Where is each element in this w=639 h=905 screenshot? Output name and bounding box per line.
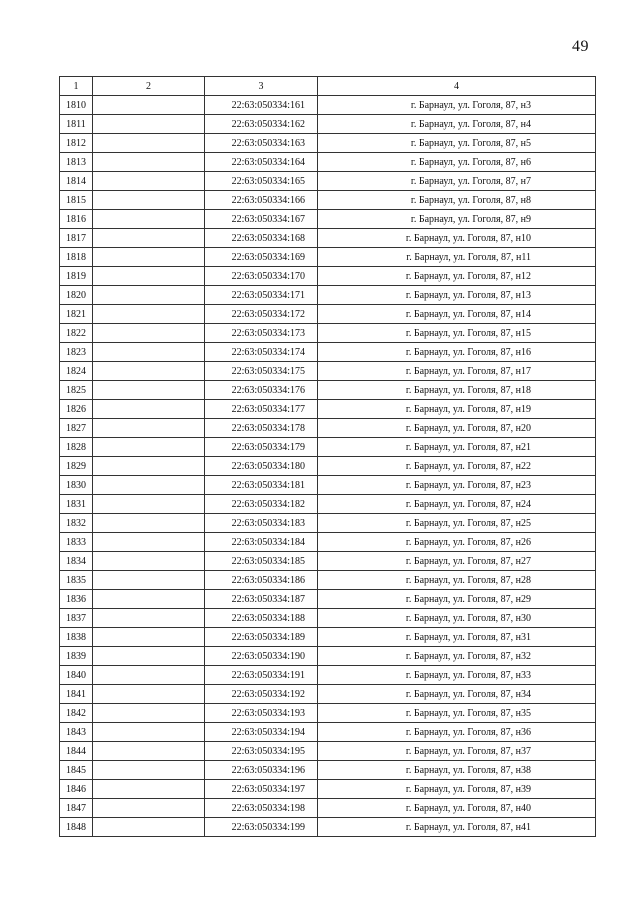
cadastral-number-cell: 22:63:050334:161 [205, 96, 318, 115]
column-2-cell [93, 647, 205, 666]
cadastral-number-cell: 22:63:050334:166 [205, 191, 318, 210]
cadastral-number-cell: 22:63:050334:176 [205, 381, 318, 400]
column-2-cell [93, 267, 205, 286]
row-number-cell: 1829 [60, 457, 93, 476]
header-col-3: 3 [205, 77, 318, 96]
table-row [60, 742, 596, 761]
row-number-cell: 1831 [60, 495, 93, 514]
table-row [60, 761, 596, 780]
table-row [60, 381, 596, 400]
cadastral-number-cell: 22:63:050334:184 [205, 533, 318, 552]
address-cell: г. Барнаул, ул. Гоголя, 87, н15 [318, 324, 596, 343]
table-row [60, 628, 596, 647]
table-row [60, 115, 596, 134]
table-row [60, 286, 596, 305]
cadastral-number-cell: 22:63:050334:192 [205, 685, 318, 704]
row-number-cell: 1821 [60, 305, 93, 324]
table-header [60, 77, 596, 96]
cadastral-number-cell: 22:63:050334:164 [205, 153, 318, 172]
column-2-cell [93, 305, 205, 324]
address-cell: г. Барнаул, ул. Гоголя, 87, н29 [318, 590, 596, 609]
address-cell: г. Барнаул, ул. Гоголя, 87, н7 [318, 172, 596, 191]
row-number-cell: 1826 [60, 400, 93, 419]
column-2-cell [93, 685, 205, 704]
table-row [60, 362, 596, 381]
row-number-cell: 1811 [60, 115, 93, 134]
row-number-cell: 1823 [60, 343, 93, 362]
row-number-cell: 1828 [60, 438, 93, 457]
table-row [60, 134, 596, 153]
registry-table [59, 76, 596, 837]
table-row [60, 590, 596, 609]
table-body [60, 96, 596, 837]
cadastral-number-cell: 22:63:050334:181 [205, 476, 318, 495]
cadastral-number-cell: 22:63:050334:162 [205, 115, 318, 134]
column-2-cell [93, 628, 205, 647]
cadastral-number-cell: 22:63:050334:188 [205, 609, 318, 628]
column-2-cell [93, 723, 205, 742]
column-2-cell [93, 552, 205, 571]
address-cell: г. Барнаул, ул. Гоголя, 87, н40 [318, 799, 596, 818]
address-cell: г. Барнаул, ул. Гоголя, 87, н21 [318, 438, 596, 457]
row-number-cell: 1820 [60, 286, 93, 305]
cadastral-number-cell: 22:63:050334:186 [205, 571, 318, 590]
column-2-cell [93, 780, 205, 799]
cadastral-number-cell: 22:63:050334:189 [205, 628, 318, 647]
column-2-cell [93, 533, 205, 552]
row-number-cell: 1837 [60, 609, 93, 628]
header-row [60, 77, 596, 96]
column-2-cell [93, 590, 205, 609]
row-number-cell: 1822 [60, 324, 93, 343]
address-cell: г. Барнаул, ул. Гоголя, 87, н38 [318, 761, 596, 780]
column-2-cell [93, 248, 205, 267]
table-row [60, 780, 596, 799]
address-cell: г. Барнаул, ул. Гоголя, 87, н36 [318, 723, 596, 742]
address-cell: г. Барнаул, ул. Гоголя, 87, н24 [318, 495, 596, 514]
row-number-cell: 1843 [60, 723, 93, 742]
cadastral-number-cell: 22:63:050334:187 [205, 590, 318, 609]
cadastral-number-cell: 22:63:050334:172 [205, 305, 318, 324]
cadastral-number-cell: 22:63:050334:180 [205, 457, 318, 476]
cadastral-number-cell: 22:63:050334:163 [205, 134, 318, 153]
column-2-cell [93, 476, 205, 495]
row-number-cell: 1827 [60, 419, 93, 438]
table-row [60, 343, 596, 362]
column-2-cell [93, 324, 205, 343]
address-cell: г. Барнаул, ул. Гоголя, 87, н41 [318, 818, 596, 837]
address-cell: г. Барнаул, ул. Гоголя, 87, н11 [318, 248, 596, 267]
table-row [60, 666, 596, 685]
column-2-cell [93, 172, 205, 191]
cadastral-number-cell: 22:63:050334:182 [205, 495, 318, 514]
address-cell: г. Барнаул, ул. Гоголя, 87, н28 [318, 571, 596, 590]
address-cell: г. Барнаул, ул. Гоголя, 87, н27 [318, 552, 596, 571]
address-cell: г. Барнаул, ул. Гоголя, 87, н14 [318, 305, 596, 324]
row-number-cell: 1814 [60, 172, 93, 191]
address-cell: г. Барнаул, ул. Гоголя, 87, н35 [318, 704, 596, 723]
table-row [60, 609, 596, 628]
row-number-cell: 1845 [60, 761, 93, 780]
row-number-cell: 1835 [60, 571, 93, 590]
address-cell: г. Барнаул, ул. Гоголя, 87, н32 [318, 647, 596, 666]
address-cell: г. Барнаул, ул. Гоголя, 87, н10 [318, 229, 596, 248]
table-row [60, 324, 596, 343]
row-number-cell: 1842 [60, 704, 93, 723]
column-2-cell [93, 419, 205, 438]
column-2-cell [93, 818, 205, 837]
address-cell: г. Барнаул, ул. Гоголя, 87, н19 [318, 400, 596, 419]
cadastral-number-cell: 22:63:050334:177 [205, 400, 318, 419]
column-2-cell [93, 96, 205, 115]
address-cell: г. Барнаул, ул. Гоголя, 87, н33 [318, 666, 596, 685]
address-cell: г. Барнаул, ул. Гоголя, 87, н39 [318, 780, 596, 799]
cadastral-number-cell: 22:63:050334:194 [205, 723, 318, 742]
table-row [60, 495, 596, 514]
table-row [60, 571, 596, 590]
column-2-cell [93, 742, 205, 761]
address-cell: г. Барнаул, ул. Гоголя, 87, н12 [318, 267, 596, 286]
table-row [60, 153, 596, 172]
row-number-cell: 1833 [60, 533, 93, 552]
cadastral-number-cell: 22:63:050334:183 [205, 514, 318, 533]
cadastral-number-cell: 22:63:050334:171 [205, 286, 318, 305]
address-cell: г. Барнаул, ул. Гоголя, 87, н25 [318, 514, 596, 533]
row-number-cell: 1830 [60, 476, 93, 495]
row-number-cell: 1846 [60, 780, 93, 799]
cadastral-number-cell: 22:63:050334:174 [205, 343, 318, 362]
address-cell: г. Барнаул, ул. Гоголя, 87, н3 [318, 96, 596, 115]
address-cell: г. Барнаул, ул. Гоголя, 87, н9 [318, 210, 596, 229]
column-2-cell [93, 438, 205, 457]
column-2-cell [93, 514, 205, 533]
row-number-cell: 1817 [60, 229, 93, 248]
row-number-cell: 1824 [60, 362, 93, 381]
address-cell: г. Барнаул, ул. Гоголя, 87, н4 [318, 115, 596, 134]
header-col-2: 2 [93, 77, 205, 96]
cadastral-number-cell: 22:63:050334:197 [205, 780, 318, 799]
cadastral-number-cell: 22:63:050334:185 [205, 552, 318, 571]
column-2-cell [93, 400, 205, 419]
cadastral-number-cell: 22:63:050334:190 [205, 647, 318, 666]
column-2-cell [93, 191, 205, 210]
row-number-cell: 1838 [60, 628, 93, 647]
column-2-cell [93, 495, 205, 514]
row-number-cell: 1819 [60, 267, 93, 286]
row-number-cell: 1810 [60, 96, 93, 115]
table-row [60, 400, 596, 419]
table-row [60, 685, 596, 704]
address-cell: г. Барнаул, ул. Гоголя, 87, н26 [318, 533, 596, 552]
address-cell: г. Барнаул, ул. Гоголя, 87, н23 [318, 476, 596, 495]
row-number-cell: 1836 [60, 590, 93, 609]
address-cell: г. Барнаул, ул. Гоголя, 87, н17 [318, 362, 596, 381]
table-row [60, 704, 596, 723]
cadastral-number-cell: 22:63:050334:175 [205, 362, 318, 381]
table-row [60, 799, 596, 818]
table-row [60, 191, 596, 210]
column-2-cell [93, 571, 205, 590]
row-number-cell: 1815 [60, 191, 93, 210]
address-cell: г. Барнаул, ул. Гоголя, 87, н30 [318, 609, 596, 628]
table-row [60, 818, 596, 837]
column-2-cell [93, 799, 205, 818]
header-col-1: 1 [60, 77, 93, 96]
table-row [60, 210, 596, 229]
table-row [60, 172, 596, 191]
column-2-cell [93, 457, 205, 476]
cadastral-number-cell: 22:63:050334:178 [205, 419, 318, 438]
address-cell: г. Барнаул, ул. Гоголя, 87, н34 [318, 685, 596, 704]
column-2-cell [93, 229, 205, 248]
cadastral-number-cell: 22:63:050334:167 [205, 210, 318, 229]
column-2-cell [93, 362, 205, 381]
row-number-cell: 1818 [60, 248, 93, 267]
column-2-cell [93, 153, 205, 172]
table-row [60, 419, 596, 438]
row-number-cell: 1834 [60, 552, 93, 571]
row-number-cell: 1816 [60, 210, 93, 229]
column-2-cell [93, 210, 205, 229]
column-2-cell [93, 704, 205, 723]
table-row [60, 96, 596, 115]
cadastral-number-cell: 22:63:050334:170 [205, 267, 318, 286]
cadastral-number-cell: 22:63:050334:173 [205, 324, 318, 343]
table-row [60, 438, 596, 457]
cadastral-number-cell: 22:63:050334:179 [205, 438, 318, 457]
row-number-cell: 1825 [60, 381, 93, 400]
table-row [60, 457, 596, 476]
address-cell: г. Барнаул, ул. Гоголя, 87, н20 [318, 419, 596, 438]
table-row [60, 723, 596, 742]
address-cell: г. Барнаул, ул. Гоголя, 87, н6 [318, 153, 596, 172]
cadastral-number-cell: 22:63:050334:195 [205, 742, 318, 761]
cadastral-number-cell: 22:63:050334:169 [205, 248, 318, 267]
table-row [60, 305, 596, 324]
cadastral-number-cell: 22:63:050334:191 [205, 666, 318, 685]
cadastral-number-cell: 22:63:050334:168 [205, 229, 318, 248]
row-number-cell: 1848 [60, 818, 93, 837]
column-2-cell [93, 666, 205, 685]
cadastral-number-cell: 22:63:050334:193 [205, 704, 318, 723]
column-2-cell [93, 134, 205, 153]
address-cell: г. Барнаул, ул. Гоголя, 87, н5 [318, 134, 596, 153]
row-number-cell: 1840 [60, 666, 93, 685]
address-cell: г. Барнаул, ул. Гоголя, 87, н22 [318, 457, 596, 476]
row-number-cell: 1839 [60, 647, 93, 666]
column-2-cell [93, 343, 205, 362]
page-number: 49 [572, 38, 589, 55]
row-number-cell: 1832 [60, 514, 93, 533]
column-2-cell [93, 761, 205, 780]
address-cell: г. Барнаул, ул. Гоголя, 87, н16 [318, 343, 596, 362]
row-number-cell: 1813 [60, 153, 93, 172]
cadastral-number-cell: 22:63:050334:198 [205, 799, 318, 818]
cadastral-number-cell: 22:63:050334:196 [205, 761, 318, 780]
table-row [60, 229, 596, 248]
address-cell: г. Барнаул, ул. Гоголя, 87, н8 [318, 191, 596, 210]
cadastral-number-cell: 22:63:050334:165 [205, 172, 318, 191]
column-2-cell [93, 286, 205, 305]
row-number-cell: 1844 [60, 742, 93, 761]
row-number-cell: 1847 [60, 799, 93, 818]
address-cell: г. Барнаул, ул. Гоголя, 87, н13 [318, 286, 596, 305]
table-row [60, 514, 596, 533]
column-2-cell [93, 609, 205, 628]
address-cell: г. Барнаул, ул. Гоголя, 87, н37 [318, 742, 596, 761]
column-2-cell [93, 115, 205, 134]
row-number-cell: 1812 [60, 134, 93, 153]
column-2-cell [93, 381, 205, 400]
table-row [60, 248, 596, 267]
address-cell: г. Барнаул, ул. Гоголя, 87, н18 [318, 381, 596, 400]
table-row [60, 267, 596, 286]
table-row [60, 647, 596, 666]
table-row [60, 552, 596, 571]
table-row [60, 476, 596, 495]
table-row [60, 533, 596, 552]
cadastral-number-cell: 22:63:050334:199 [205, 818, 318, 837]
address-cell: г. Барнаул, ул. Гоголя, 87, н31 [318, 628, 596, 647]
row-number-cell: 1841 [60, 685, 93, 704]
header-col-4: 4 [318, 77, 596, 96]
